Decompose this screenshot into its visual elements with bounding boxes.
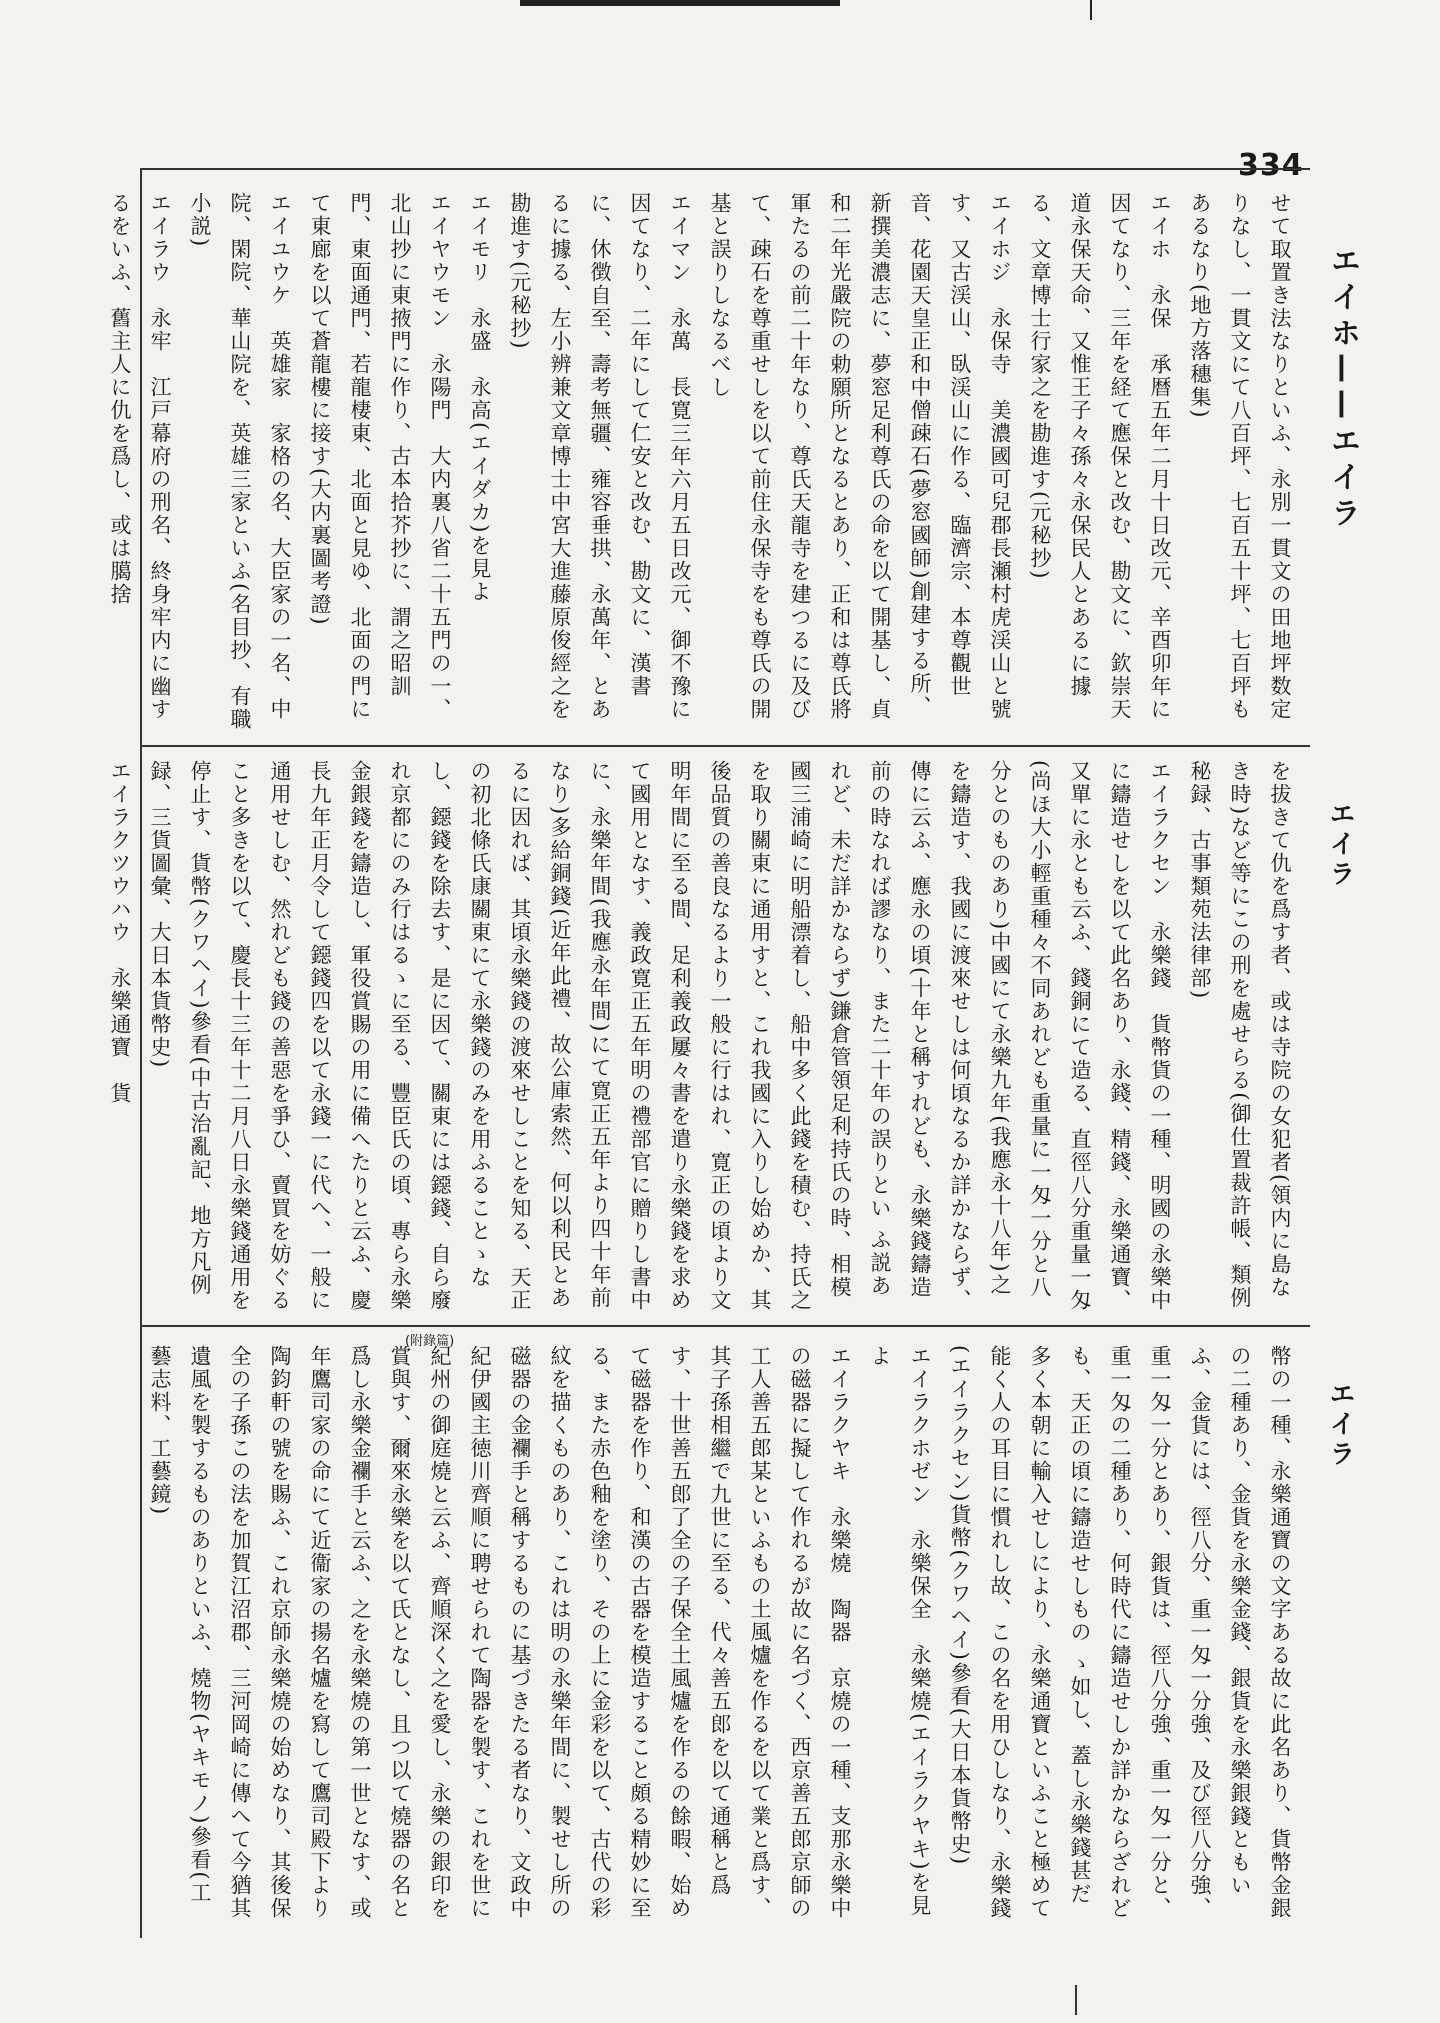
side-label-bottom: エイラ <box>1325 1380 1355 1470</box>
top-edge-bar-right <box>1090 0 1092 20</box>
bottom-section-text: 幣の一種、永樂通寶の文字ある故に此名あり、貨幣金銀の二種あり、金貨を永樂金錢、銀貨を永樂銀錢ともいふ、金貨には、徑八分、重一匁一分強、及び徑八分強、重一匁一分とあり、銀貨は、徑八分強、重一匁一分と、重一匁の二種あり、何時代に鑄造せしか詳かならざれども、天正の頃に鑄造せしもの ゝ如し、蓋し永樂錢甚だ多く本朝に輸入せしにより、永樂通寶といふこと極めて能く人の耳目に慣れし故、この名を用ひしなり、永樂錢(エイラクセン)貨幣(クワヘイ)參看(大日本貨幣史) エイラクホゼン 永樂保全 永樂燒(エイラクヤキ)を見よ エイラクヤキ 永樂燒 陶器 京燒の一種、支那永樂中の磁器に擬して作れるが故に名づく、西京善五郎京師の工人善五郎某といふもの土風爐を作るを以て業と爲す、其子孫相繼で九世に至る、代々善五郎を以て通稱と爲す、十世善五郎了全の子保全土風爐を作るの餘暇、始めて磁器を作り、和漢の古器を模造すること頗る精妙に至る、また赤色釉を塗り、その上に金彩を以て、古代の彩紋を描くものあり、これは明の永樂年間に、製せし所の磁器の金襴手と稱するものに基づきたる者なり、文政中紀伊國主徳川齊順に聘せられて陶器を製す、これを世に紀州の御庭燒と云ふ、齊順深く之を愛し、永樂の銀印を賞與す、爾來永樂を以て氏となし、且つ以て燒器の名と爲し永樂金襴手と云ふ、之を永樂燒の第一世となす、或年鷹司家の命にて近衞家の揚名爐を寫して鷹司殿下より陶鈞軒の號を賜ふ、これ京師永樂燒の始めなり、其後保全の子孫この法を加賀江沼郡、三河岡崎に傳へて今猶其遺風を製するものありといふ、燒物(ヤキモノ)參看(工藝志料、工藝鏡) <box>148 1345 1292 1920</box>
marginal-note: (附錄篇) <box>405 1334 455 1349</box>
top-section-text: せて取置き法なりといふ、永別一貫文の田地坪数定りなし、一貫文にて八百坪、七百五十坪、七百坪もあるなり(地方落穗集) エイホ 永保 承暦五年二月十日改元、辛酉卯年に因てなり、三年を経て應保と改む、勘文に、欽崇天道永保天命、又惟王子々孫々永保民人とあるに據る、文章博士行家之を勘進す(元秘抄) エイホジ 永保寺 美濃國可兒郡長瀬村虎渓山と號す、又古渓山、臥渓山に作る、臨濟宗、本尊觀世音、花園天皇正和中僧疎石(夢窓國師)創建する所、新撰美濃志に、夢窓足利尊氏の命を以て開基し、貞和二年光嚴院の勅願所となるとあり、正和は尊氏將軍たるの前二十年なり、尊氏天龍寺を建つるに及びて、疎石を尊重せしを以て前住永保寺をも尊氏の開基と誤りしなるべし エイマン 永萬 長寛三年六月五日改元、御不豫に因てなり、二年にして仁安と改む、勘文に、漢書に、休徴自至、壽考無疆、雍容垂拱、永萬年、とあるに據る、左小辨兼文章博士中宮大進藤原俊經之を勘進す(元秘抄) エイモリ 永盛 永高(エイダカ)を見よ エイヤウモン 永陽門 大内裏八省二十五門の一、北山抄に東掖門に作り、古本拾芥抄に、謂之昭訓門、東面通門、若龍棲東、北面と見ゆ、北面の門にて東廊を以て蒼龍樓に接す(大内裏圖考證) エイユウケ 英雄家 家格の名、大臣家の一名、中院、閑院、華山院を、英雄三家といふ(名目抄、有職小説) エイラウ 永牢 江戸幕府の刑名、終身牢内に幽するをいふ、舊主人に仇を爲し、或は臈捨 <box>108 192 1292 732</box>
page-number: 334 <box>1238 148 1304 183</box>
side-label-middle: エイラ <box>1325 800 1355 890</box>
middle-section-text: を拔きて仇を爲す者、或は寺院の女犯者(領内に島なき時)など等にこの刑を處せらる(御仕置裁許帳、類例秘録、古事類苑法律部) エイラクセン 永樂錢 貨幣貨の一種、明國の永樂中に鑄造せしを以て此名あり、永錢、精錢、永樂通寶、又單に永とも云ふ、錢銅にて造る、直徑八分重量一匁(尚ほ大小輕重種々不同あれども重量に一匁一分と八分とのものあり)中國にて永樂九年(我應永十八年)之を鑄造す、我國に渡來せしは何頃なるか詳かならず、傳に云ふ、應永の頃(十年と稱すれども、永樂錢鑄造前の時なれば謬なり、また二十年の誤りとい ふ説あれど、未だ詳かならず)鎌倉管領足利持氏の時、相模國三浦崎に明船漂着し、船中多く此錢を積む、持氏之を取り關東に通用すと、これ我國に入りし始めか、其後品質の善良なるより一般に行はれ、寛正の頃より文明年間に至る間、足利義政屢々書を遣り永樂錢を求めて國用となす、義政寛正五年明の禮部官に贈りし書中に、永樂年間(我應永年間)にて寛正五年より四十年前なり)多給銅錢(近年此禮、故公庫索然、何以利民とあるに因れば、其頃永樂錢の渡來せしことを知る、天正の初北條氏康關東にて永樂錢のみを用ふることゝなし、鐚錢を除去す、是に因て、關東には鐚錢、自ら廢れ京都にのみ行はるゝに至る、豐臣氏の頃、專ら永樂金銀錢を鑄造し、軍役賞賜の用に備へたりと云ふ、慶長九年正月令して鐚錢四を以て永錢一に代へ、一般に通用せしむ、然れども錢の善惡を爭ひ、賣買を妨ぐること多きを以て、慶長十三年十二月八日永樂錢通用を停止す、貨幣(クワヘイ)參看(中古治亂記、地方凡例録、三貨圖彙、大日本貨幣史) エイラクツウハウ 永樂通寶 貨 <box>108 760 1292 1312</box>
footer-mark <box>1075 1985 1077 2015</box>
divider-middle-bottom <box>140 1325 1310 1327</box>
divider-top-middle <box>140 745 1310 747</box>
top-edge-bar-left <box>520 0 840 6</box>
running-head: エイホ——エイラ <box>1325 245 1360 533</box>
